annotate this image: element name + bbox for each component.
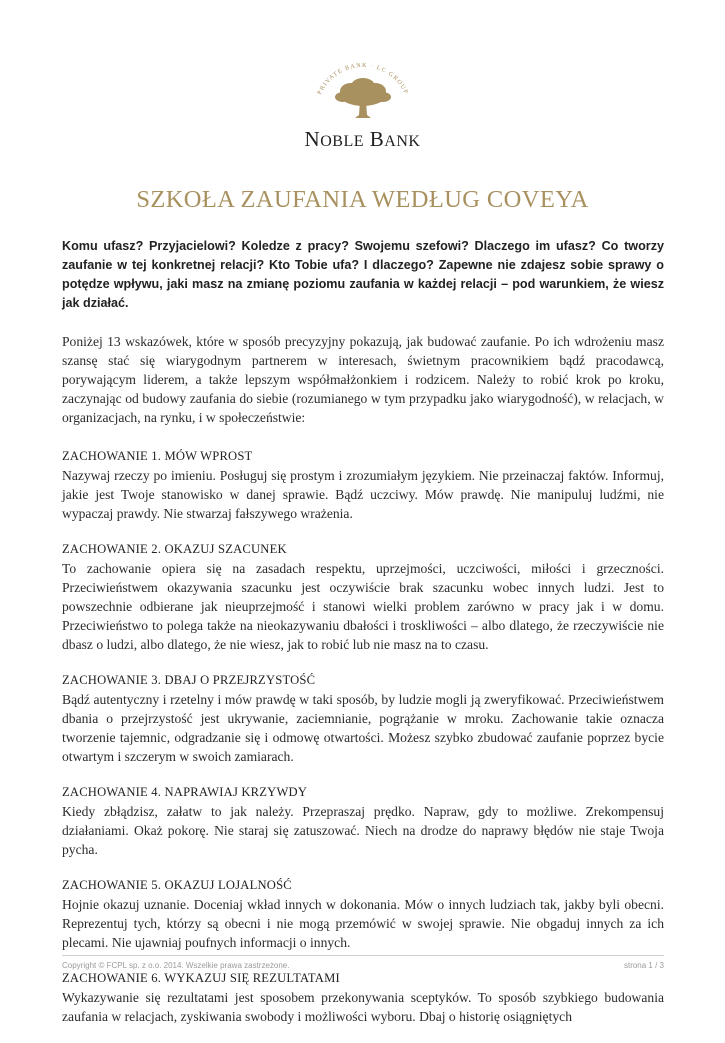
section-text: Nazywaj rzeczy po imieniu. Posługuj się prostym i zrozumiałym językiem. Nie przeinaczaj faktów. Informuj, jakie jest Twoje stanowisko w danej sprawie. Bądź uczciwy. Mów prawdę. Nie manipuluj ludźmi, nie wypaczaj prawdy. Nie stwarzaj fałszywego wrażenia. bbox=[62, 468, 664, 521]
page-footer bbox=[62, 961, 664, 970]
section-text: Wykazywanie się rezultatami jest sposobem przekonywania sceptyków. To sposób szybkiego budowania zaufania w relacjach, zyskiwania swobody i możliwości wyboru. Dbaj o historię osiągniętych bbox=[62, 990, 664, 1024]
noble-bank-logo bbox=[0, 55, 725, 152]
footer-divider bbox=[62, 955, 664, 956]
section-heading: ZACHOWANIE 4. NAPRAWIAJ KRZYWDY bbox=[62, 785, 308, 799]
section-text: Kiedy zbłądzisz, załatw to jak należy. Przepraszaj prędko. Napraw, gdy to możliwe. Zrekompensuj działaniami. Okaż pokorę. Nie staraj się zatuszować. Niech na drodze do naprawy błędów nie staje Twoja pycha. bbox=[62, 804, 664, 857]
section-behaviour-4 bbox=[62, 783, 664, 859]
section-text: To zachowanie opiera się na zasadach respektu, uprzejmości, uczciwości, miłości i grzeczności. Przeciwieństwem okazywania szacunku jest oczywiście brak szacunku wobec innych ludzi. Jest to powszechnie odbierane jak nieuprzejmość i stanowi wielki problem zarówno w pracy jak i w domu. Przeciwieństwo to polega także na nieokazywaniu dbałości i troskliwości – albo dlatego, że rzeczywiście nie dbasz o ludzi, albo dlatego, że nie wiesz, jak to robić lub nie masz na to czasu. bbox=[62, 561, 664, 652]
section-heading: ZACHOWANIE 6. WYKAZUJ SIĘ REZULTATAMI bbox=[62, 971, 340, 985]
intro-paragraph: Komu ufasz? Przyjacielowi? Koledze z pracy? Swojemu szefowi? Dlaczego im ufasz? Co tworzy zaufanie w tej konkretnej relacji? Kto Tobie ufa? I dlaczego? Zapewne nie zdajesz sobie sprawy o potędze wpływu, jaki masz na zmianę poziomu zaufania w każdej relacji – pod warunkiem, że wiesz jak działać. bbox=[62, 239, 664, 310]
section-heading: ZACHOWANIE 3. DBAJ O PRZEJRZYSTOŚĆ bbox=[62, 673, 316, 687]
tree-emblem-icon bbox=[303, 55, 423, 125]
section-behaviour-3 bbox=[62, 671, 664, 766]
logo-wordmark: NOBLE BANK bbox=[304, 127, 421, 151]
section-heading: ZACHOWANIE 1. MÓW WPROST bbox=[62, 449, 253, 463]
section-text: Hojnie okazuj uznanie. Doceniaj wkład innych w dokonania. Mów o innych ludziach tak, jakby byli obecni. Reprezentuj tych, którzy są obecni i nie mogą przemówić w swojej sprawie. Nie obgaduj innych za ich plecami. Nie ujawniaj poufnych informacji o innych. bbox=[62, 897, 664, 950]
section-behaviour-6 bbox=[62, 969, 664, 1026]
section-behaviour-1 bbox=[62, 447, 664, 523]
section-text: Bądź autentyczny i rzetelny i mów prawdę w taki sposób, by ludzie mogli ją zweryfikować. Przeciwieństwem dbania o przejrzystość jest ukrywanie, zaciemnianie, pogrążanie w mroku. Zachowanie takie oznacza tworzenie tajemnic, odgradzanie się i odmowę otwartości. Możesz szybko zbudować zaufanie poprzez bycie otwartym i szczerym w swoich zamiarach. bbox=[62, 692, 664, 764]
document-body bbox=[62, 237, 664, 1043]
section-behaviour-5 bbox=[62, 876, 664, 952]
logo-arc-text: PRIVATE BANK · LC GROUP bbox=[315, 61, 410, 96]
lead-paragraph: Poniżej 13 wskazówek, które w sposób precyzyjny pokazują, jak budować zaufanie. Po ich wdrożeniu masz szansę stać się wiarygodnym partnerem w interesach, świetnym pracownikiem bądź pracodawcą, porywającym liderem, a także lepszym współmałżonkiem i rodzicem. Należy to robić krok po kroku, zaczynając od budowy zaufania do siebie (rozumianego w tym przypadku jako wiarygodność), w relacjach, w organizacjach, na rynku, i w społeczeństwie: bbox=[62, 334, 664, 425]
page-title: SZKOŁA ZAUFANIA WEDŁUG COVEYA bbox=[136, 186, 589, 213]
section-heading: ZACHOWANIE 5. OKAZUJ LOJALNOŚĆ bbox=[62, 878, 292, 892]
copyright-text: Copyright © FCPL sp. z o.o. 2014. Wszelkie prawa zastrzeżone. bbox=[62, 961, 290, 970]
section-behaviour-2 bbox=[62, 540, 664, 654]
section-heading: ZACHOWANIE 2. OKAZUJ SZACUNEK bbox=[62, 542, 287, 556]
page-number: strona 1 / 3 bbox=[623, 961, 664, 970]
